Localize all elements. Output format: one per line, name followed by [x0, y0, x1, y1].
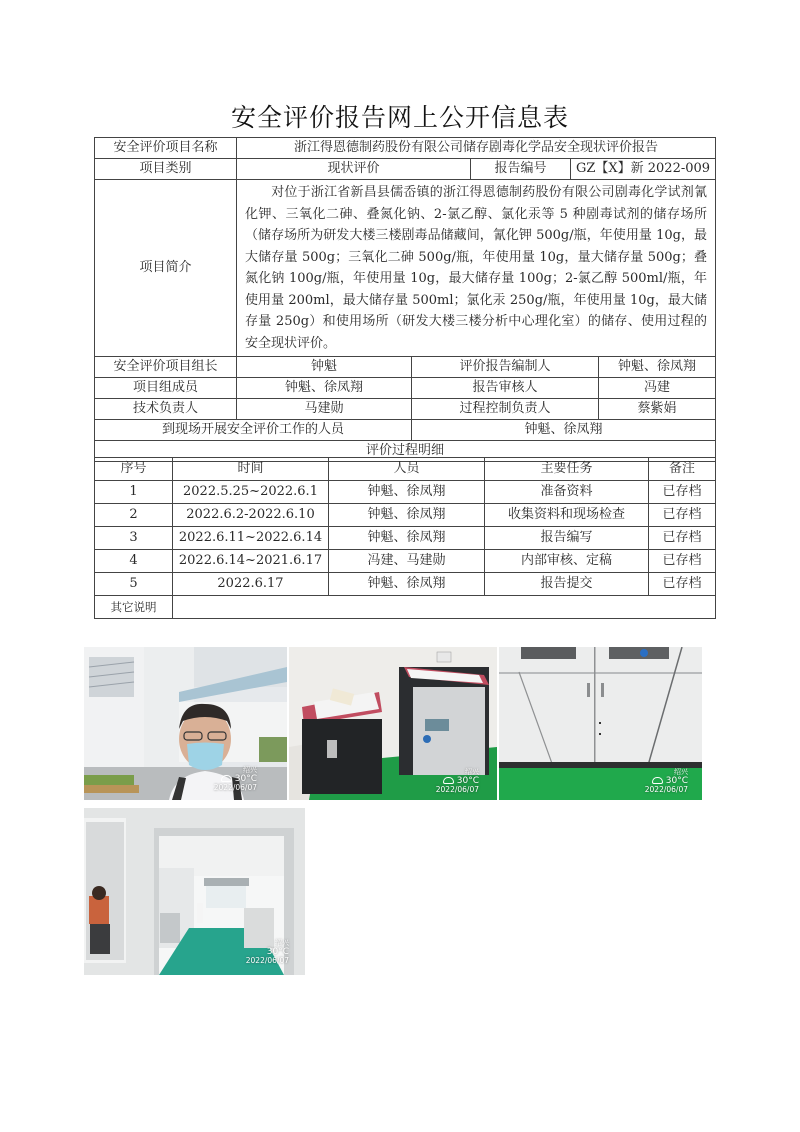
watermark-date: 2022/06/07 [435, 785, 479, 795]
cell-note: 已存档 [649, 573, 716, 596]
watermark-temp: 30°C [665, 775, 688, 786]
watermark-date: 2022/06/07 [213, 783, 257, 793]
row-intro [95, 180, 716, 357]
table-row [95, 504, 716, 527]
cell-people: 钟魁、徐凤翔 [329, 481, 485, 504]
watermark-date: 2022/06/07 [245, 956, 289, 966]
table-row [95, 527, 716, 550]
cloud-icon [652, 777, 663, 784]
cell-note: 已存档 [649, 481, 716, 504]
process-ctrl-value: 蔡紫娟 [599, 399, 716, 420]
row-project-name [95, 138, 716, 159]
process-header-row [95, 458, 716, 481]
watermark-temp: 30°C [456, 775, 479, 786]
header-task: 主要任务 [485, 458, 649, 481]
report-no-value: GZ【X】新 2022-009 [571, 159, 716, 180]
cell-task: 准备资料 [485, 481, 649, 504]
photo-lab-room [84, 808, 305, 975]
cell-no: 1 [95, 481, 173, 504]
intro-label: 项目简介 [95, 180, 237, 357]
process-ctrl-label: 过程控制负责人 [412, 399, 599, 420]
watermark-temp: 30°C [266, 946, 289, 957]
tech-label: 技术负责人 [95, 399, 237, 420]
watermark-location: 绍兴 [674, 768, 688, 777]
page-title: 安全评价报告网上公开信息表 [230, 103, 569, 132]
project-name-label: 安全评价项目名称 [95, 138, 237, 159]
members-label: 项目组成员 [95, 378, 237, 399]
cell-note: 已存档 [649, 527, 716, 550]
cell-task: 内部审核、定稿 [485, 550, 649, 573]
cell-no: 2 [95, 504, 173, 527]
category-label: 项目类别 [95, 159, 237, 180]
photo-selfie-outside-building [84, 647, 287, 800]
photo-watermark [436, 769, 479, 794]
watermark-location: 绍兴 [465, 768, 479, 777]
reviewer-label: 报告审核人 [412, 378, 599, 399]
cell-no: 4 [95, 550, 173, 573]
watermark-location: 绍兴 [275, 939, 289, 948]
row-tech [95, 399, 716, 420]
watermark-date: 2022/06/07 [644, 785, 688, 795]
row-onsite [95, 420, 716, 441]
cloud-icon [221, 775, 232, 782]
onsite-value: 钟魁、徐凤翔 [412, 420, 716, 441]
cell-people: 钟魁、徐凤翔 [329, 573, 485, 596]
cell-time: 2022.5.25~2022.6.1 [173, 481, 329, 504]
cell-people: 钟魁、徐凤翔 [329, 504, 485, 527]
cell-task: 报告提交 [485, 573, 649, 596]
project-name-value: 浙江得恩德制药股份有限公司储存剧毒化学品安全现状评价报告 [237, 138, 716, 159]
cell-time: 2022.6.2-2022.6.10 [173, 504, 329, 527]
reviewer-value: 冯建 [599, 378, 716, 399]
header-note: 备注 [649, 458, 716, 481]
cell-no: 3 [95, 527, 173, 550]
row-leader [95, 357, 716, 378]
watermark-temp: 30°C [234, 773, 257, 784]
row-category [95, 159, 716, 180]
compiler-value: 钟魁、徐凤翔 [599, 357, 716, 378]
cell-task: 收集资料和现场检查 [485, 504, 649, 527]
other-notes-row [95, 596, 716, 619]
header-no: 序号 [95, 458, 173, 481]
members-value: 钟魁、徐凤翔 [237, 378, 412, 399]
intro-text: 对位于浙江省新昌县儒岙镇的浙江得恩德制药股份有限公司剧毒化学试剂氰化钾、三氧化二砷、叠氮化钠、2-氯乙醇、氯化汞等 5 种剧毒试剂的储存场所（储存场所为研发大楼三楼剧毒品储藏间，氰化钾 500g/瓶，年使用量 10g，最大储存量 500g；三氧化二砷 500g/瓶，年使用量 10g，量大储存量 500g；叠氮化钠 100g/瓶，年使用量 10g，最大储存量 100g；2-氯乙醇 500ml/瓶，年使用量 200ml，最大储存量 500ml；氯化汞 250g/瓶，年使用量 10g，最大储存量 250g）和使用场所（研发大楼三楼分析中心理化室）的储存、使用过程的安全现状评价。 [245, 185, 708, 351]
leader-label: 安全评价项目组长 [95, 357, 237, 378]
leader-value: 钟魁 [237, 357, 412, 378]
report-no-label: 报告编号 [471, 159, 571, 180]
cell-people: 冯建、马建勋 [329, 550, 485, 573]
cloud-icon [443, 777, 454, 784]
cell-task: 报告编写 [485, 527, 649, 550]
photo-watermark [246, 940, 289, 965]
photo-watermark [645, 769, 688, 794]
header-people: 人员 [329, 458, 485, 481]
table-row [95, 573, 716, 596]
watermark-location: 绍兴 [243, 766, 257, 775]
cell-time: 2022.6.14~2021.6.17 [173, 550, 329, 573]
photo-watermark [214, 767, 257, 792]
cell-no: 5 [95, 573, 173, 596]
photo-safes-storage-room [289, 647, 497, 800]
row-members [95, 378, 716, 399]
header-time: 时间 [173, 458, 329, 481]
other-notes-label: 其它说明 [95, 596, 173, 619]
compiler-label: 评价报告编制人 [412, 357, 599, 378]
intro-cell [237, 180, 716, 357]
cell-time: 2022.6.17 [173, 573, 329, 596]
cell-note: 已存档 [649, 504, 716, 527]
onsite-label: 到现场开展安全评价工作的人员 [95, 420, 412, 441]
category-value: 现状评价 [237, 159, 471, 180]
other-notes-value [173, 596, 716, 619]
cell-time: 2022.6.11~2022.6.14 [173, 527, 329, 550]
cell-note: 已存档 [649, 550, 716, 573]
info-table [94, 137, 716, 462]
process-table [94, 457, 716, 619]
table-row [95, 481, 716, 504]
tech-value: 马建勋 [237, 399, 412, 420]
cell-people: 钟魁、徐凤翔 [329, 527, 485, 550]
process-section-title: 评价过程明细 [95, 441, 716, 462]
photo-lab-cabinets [499, 647, 702, 800]
table-row [95, 550, 716, 573]
